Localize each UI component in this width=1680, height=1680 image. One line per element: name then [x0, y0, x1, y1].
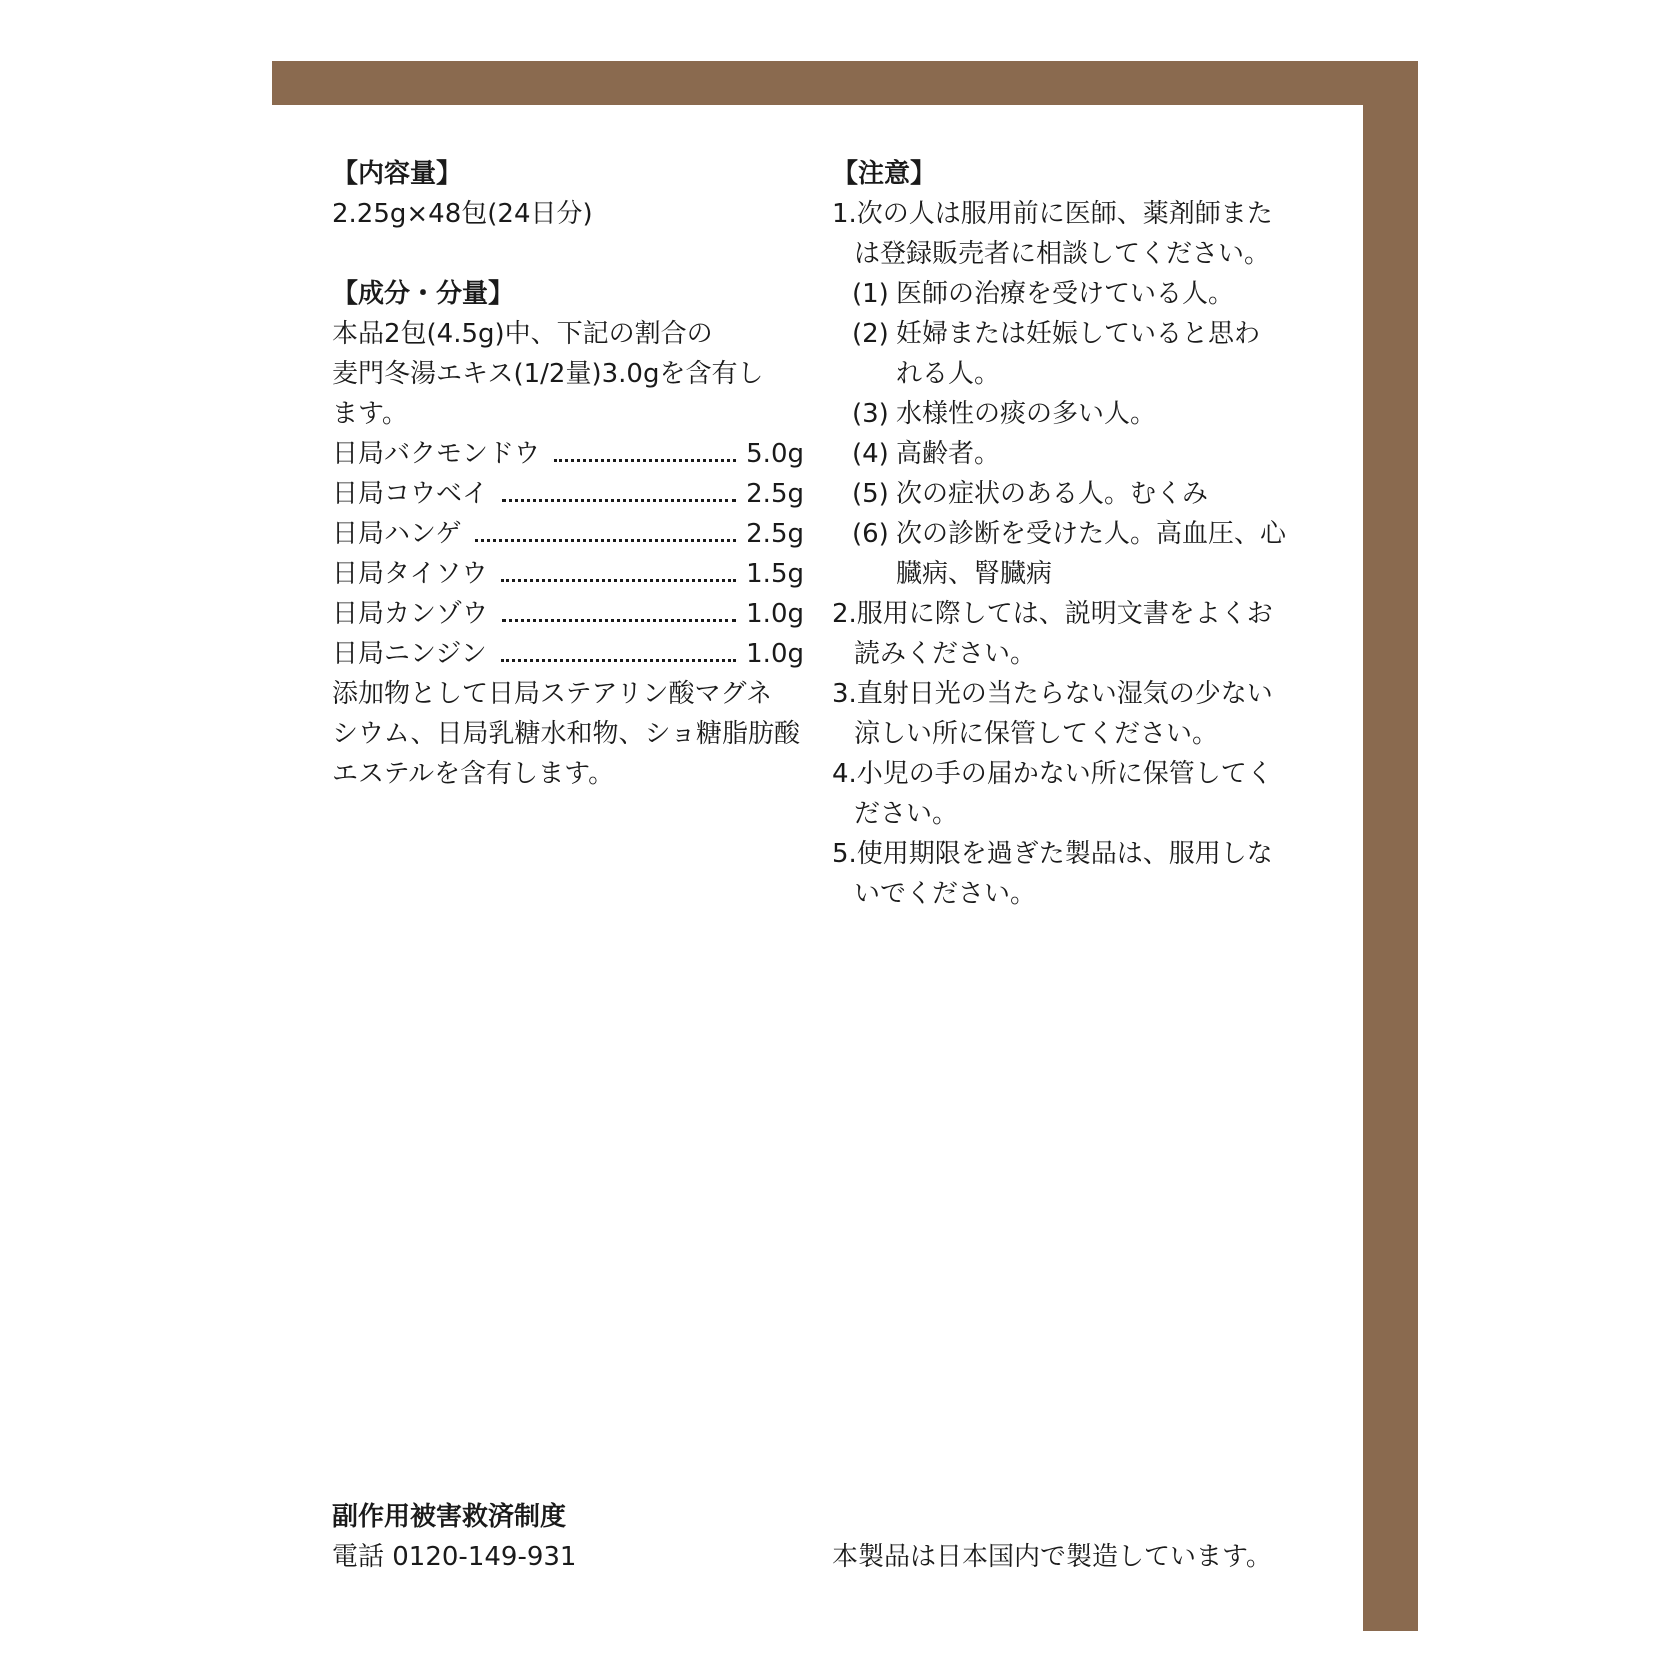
caution-subitem — [832, 474, 1312, 514]
ingredient-row — [332, 514, 804, 554]
additives-line: シウム、日局乳糖水和物、ショ糖脂肪酸 — [332, 719, 801, 749]
ingredient-amount: 1.0g — [746, 639, 804, 669]
ingredients-intro-line: 本品2包(4.5g)中、下記の割合の — [332, 319, 713, 349]
caution-subitem — [832, 314, 1312, 354]
dot-leader — [554, 459, 736, 462]
ingredient-row — [332, 434, 804, 474]
dot-leader — [502, 499, 736, 502]
made-in-japan-note: 本製品は日本国内で製造しています。 — [832, 1542, 1272, 1572]
ingredient-name: 日局バクモンドウ — [332, 439, 541, 469]
caution-item-5-cont: いでください。 — [854, 879, 1037, 909]
frame-top-bar — [272, 61, 1418, 105]
subitem-text-cont: 臓病、腎臓病 — [896, 559, 1053, 589]
relief-system-title: 副作用被害救済制度 — [332, 1502, 567, 1532]
subitem-number: (6) — [852, 519, 889, 549]
caution-item-4-cont: ださい。 — [854, 799, 959, 829]
ingredient-name: 日局ニンジン — [332, 639, 487, 669]
ingredient-name: 日局ハンゲ — [332, 519, 462, 549]
ingredient-amount: 2.5g — [746, 519, 804, 549]
subitem-number: (3) — [852, 399, 889, 429]
ingredients-heading: 【成分・分量】 — [332, 279, 515, 309]
caution-subitem — [832, 274, 1312, 314]
caution-item-4: 4.小児の手の届かない所に保管してく — [832, 759, 1273, 789]
ingredients-intro-line: ます。 — [332, 399, 408, 429]
ingredient-name: 日局カンゾウ — [332, 599, 489, 629]
subitem-text: 高齢者。 — [896, 439, 1001, 469]
caution-item-2: 2.服用に際しては、説明文書をよくお — [832, 599, 1273, 629]
subitem-text: 水様性の痰の多い人。 — [896, 399, 1157, 429]
caution-item-3-cont: 涼しい所に保管してください。 — [854, 719, 1219, 749]
caution-subitem — [832, 514, 1312, 554]
subitem-number: (5) — [852, 479, 889, 509]
additives-line: エステルを含有します。 — [332, 759, 615, 789]
ingredient-amount: 1.0g — [746, 599, 804, 629]
relief-phone: 電話 0120-149-931 — [332, 1542, 577, 1572]
ingredient-row — [332, 554, 804, 594]
ingredient-amount: 1.5g — [746, 559, 804, 589]
ingredient-row — [332, 594, 804, 634]
left-column — [332, 154, 804, 794]
ingredient-name: 日局コウベイ — [332, 479, 489, 509]
caution-item-1-cont: は登録販売者に相談してください。 — [854, 239, 1271, 269]
subitem-number: (4) — [852, 439, 889, 469]
dot-leader — [502, 619, 736, 622]
caution-heading: 【注意】 — [832, 159, 937, 189]
caution-subitem — [832, 434, 1312, 474]
subitem-number: (2) — [852, 319, 889, 349]
caution-subitem — [832, 394, 1312, 434]
caution-item-2-cont: 読みください。 — [854, 639, 1037, 669]
ingredient-amount: 2.5g — [746, 479, 804, 509]
subitem-text: 次の診断を受けた人。高血圧、心 — [896, 519, 1287, 549]
dot-leader — [475, 539, 736, 542]
dot-leader — [501, 579, 736, 582]
ingredients-intro-line: 麦門冬湯エキス(1/2量)3.0gを含有し — [332, 359, 764, 389]
caution-item-1: 1.次の人は服用前に医師、薬剤師また — [832, 199, 1273, 229]
ingredient-row — [332, 474, 804, 514]
subitem-text: 医師の治療を受けている人。 — [896, 279, 1235, 309]
right-column — [832, 154, 1312, 914]
ingredient-name: 日局タイソウ — [332, 559, 488, 589]
relief-system-block — [332, 1497, 576, 1577]
additives-line: 添加物として日局ステアリン酸マグネ — [332, 679, 773, 709]
ingredient-amount: 5.0g — [746, 439, 804, 469]
subitem-text-cont: れる人。 — [896, 359, 1001, 389]
subitem-text: 妊婦または妊娠していると思わ — [896, 319, 1261, 349]
subitem-text: 次の症状のある人。むくみ — [896, 479, 1209, 509]
ingredient-row — [332, 634, 804, 674]
contents-heading: 【内容量】 — [332, 159, 463, 189]
caution-item-3: 3.直射日光の当たらない湿気の少ない — [832, 679, 1273, 709]
caution-item-5: 5.使用期限を過ぎた製品は、服用しな — [832, 839, 1273, 869]
subitem-number: (1) — [852, 279, 889, 309]
frame-right-bar — [1363, 61, 1418, 1631]
contents-value: 2.25g×48包(24日分) — [332, 199, 593, 229]
dot-leader — [501, 659, 736, 662]
